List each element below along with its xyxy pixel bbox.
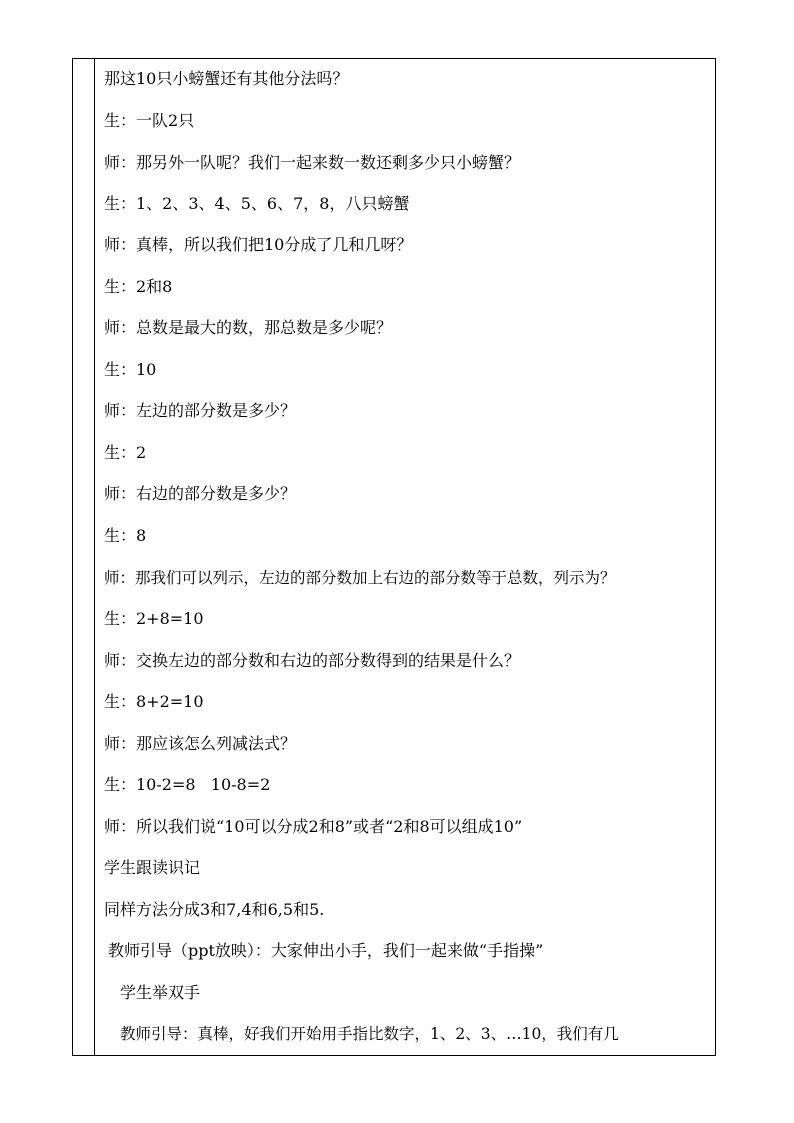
dialogue-line: 生：8+2=10 [104,692,204,711]
dialogue-line: 教师引导：真棒，好我们开始用手指比数字，1、2、3、…10，我们有几 [120,1025,619,1043]
dialogue-line: 师：所以我们说“10可以分成2和8”或者“2和8可以组成10” [104,817,523,836]
dialogue-line: 生：1、2、3、4、5、6、7，8，八只螃蟹 [104,194,410,213]
dialogue-line: 师：右边的部分数是多少？ [104,484,297,503]
dialogue-line: 那这10只小螃蟹还有其他分法吗？ [104,69,349,88]
dialogue-line: 学生举双手 [120,983,201,1002]
dialogue-line: 师：那应该怎么列减法式？ [104,734,297,753]
dialogue-line: 师：那另外一队呢？我们一起来数一数还剩多少只小螃蟹？ [104,153,521,172]
dialogue-line: 师：总数是最大的数，那总数是多少呢？ [104,318,393,337]
dialogue-line: 师：交换左边的部分数和右边的部分数得到的结果是什么？ [104,651,521,670]
dialogue-line: 生：2 [104,443,147,462]
dialogue-line: 师：左边的部分数是多少？ [104,401,297,420]
dialogue-line: 生：一队2只 [104,111,195,130]
dialogue-line: 教师引导（ppt放映）：大家伸出小手，我们一起来做“手指操” [108,941,544,960]
dialogue-line: 生：2+8=10 [104,609,204,628]
dialogue-line: 生：10-2=8 10-8=2 [104,775,271,794]
dialogue-line: 生：2和8 [104,277,173,296]
dialogue-line: 同样方法分成3和7,4和6,5和5. [104,900,325,919]
dialogue-line: 生：10 [104,360,157,379]
dialogue-line: 师：真棒，所以我们把10分成了几和几呀？ [104,235,413,254]
dialogue-line: 生：8 [104,526,147,545]
dialogue-line: 学生跟读识记 [104,858,201,877]
dialogue-line: 师：那我们可以列示，左边的部分数加上右边的部分数等于总数，列示为？ [104,569,616,587]
